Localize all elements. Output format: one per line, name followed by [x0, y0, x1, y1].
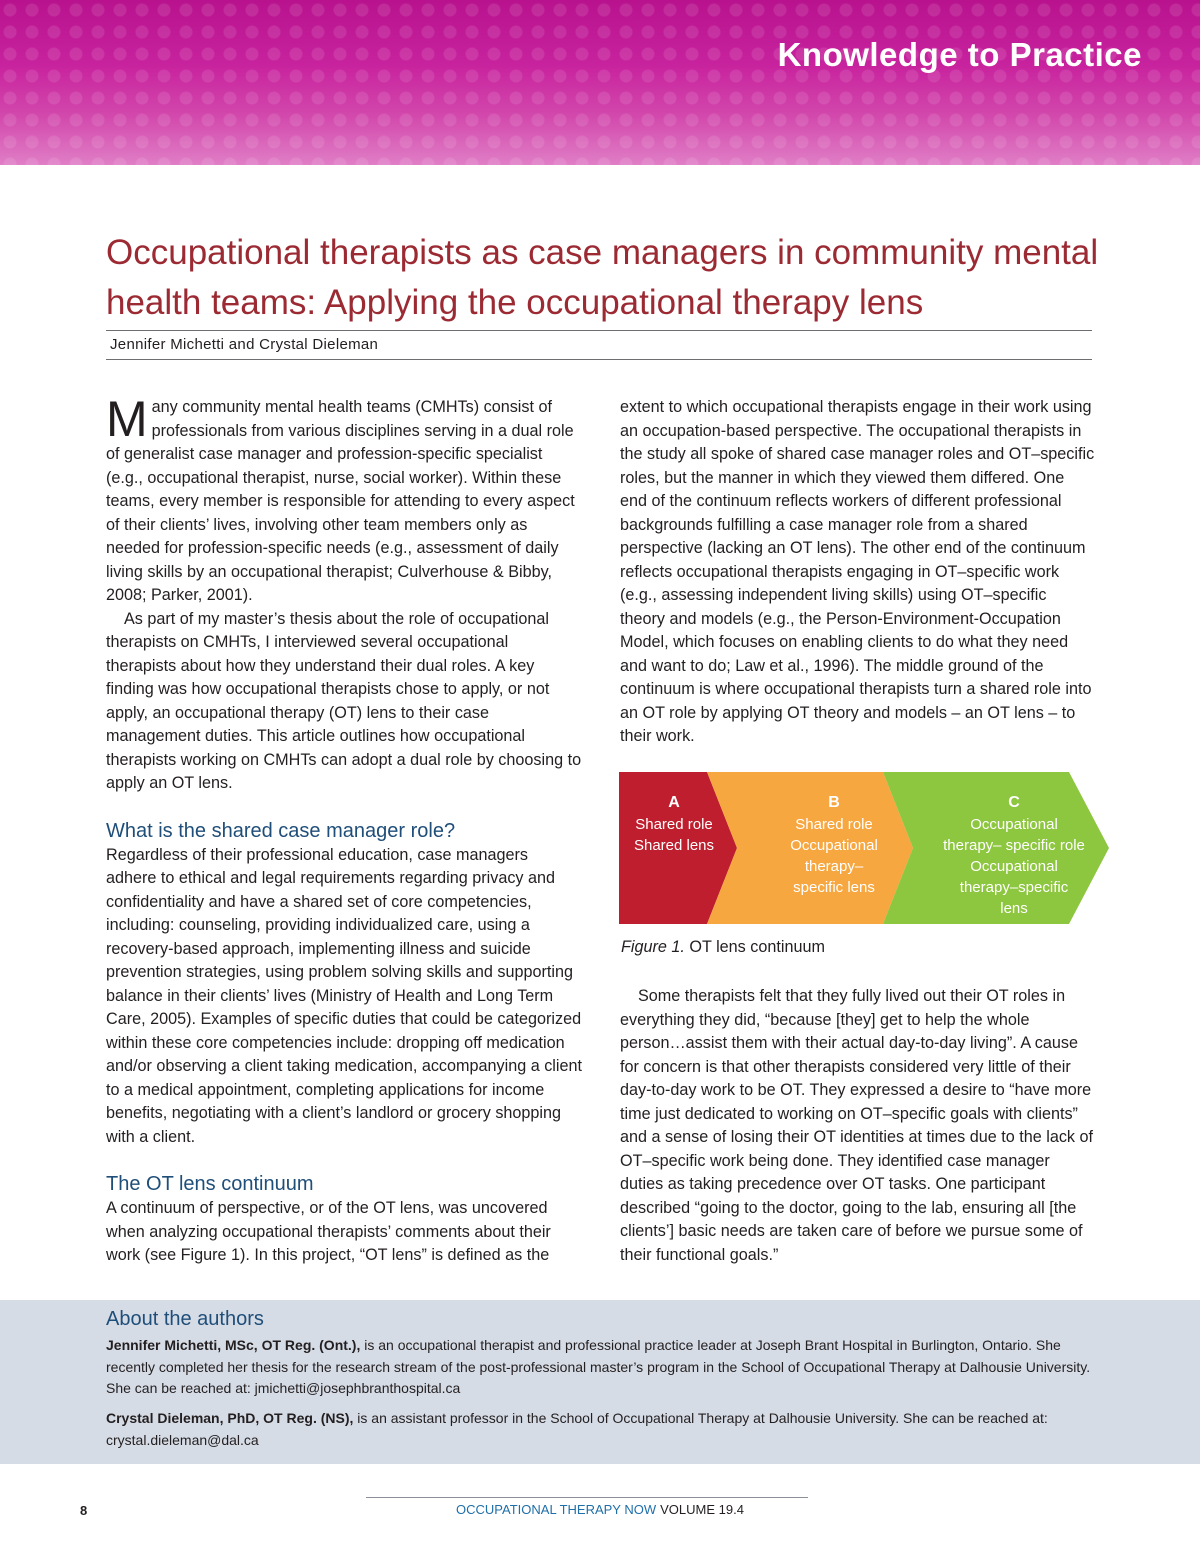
- thesis-paragraph: As part of my master’s thesis about the role of occupational therapists on CMHTs, I interviewed several occupational therapists about how they understand their dual roles. A key finding was how occupational therapists chose to apply, or not apply, an occupational therapy (OT) lens to their case management duties. This article outlines how occupational therapists working on CMHTs can adopt a dual role by choosing to apply an OT lens.: [106, 609, 582, 792]
- segment-b-line2: Occupational: [790, 837, 878, 854]
- author2-bio: [106, 1408, 1096, 1451]
- segment-b-line1: Shared role: [795, 816, 873, 833]
- section-title: Knowledge to Practice: [777, 36, 1142, 73]
- segment-a-line2: Shared lens: [633, 837, 715, 854]
- title-rule-bottom: [106, 359, 1092, 360]
- segment-b-line3: therapy–: [804, 858, 864, 875]
- segment-b-letter: B: [828, 794, 840, 811]
- article-authors: Jennifer Michetti and Crystal Dieleman: [110, 336, 379, 353]
- about-authors-box: [0, 1300, 1200, 1464]
- figure-caption-text: OT lens continuum: [689, 938, 825, 956]
- continuum-paragraph: A continuum of perspective, or of the OT lens, was uncovered when analyzing occupational therapists’ comments about their work (see Figure 1). In this project, “OT lens” is defined as the: [106, 1199, 551, 1264]
- segment-c-line1: Occupational: [970, 816, 1058, 833]
- journal-volume: VOLUME 19.4: [660, 1502, 744, 1517]
- title-rule-top: [106, 330, 1092, 331]
- segment-c-line3: Occupational: [970, 858, 1058, 875]
- about-heading: About the authors: [106, 1308, 264, 1330]
- footer-rule: [366, 1497, 808, 1498]
- heading-shared-role: What is the shared case manager role?: [106, 819, 456, 842]
- author1-name: Jennifer Michetti, MSc, OT Reg. (Ont.),: [106, 1337, 361, 1353]
- right-column-top: [620, 396, 1095, 749]
- right-column-bottom: [620, 985, 1095, 1267]
- heading-continuum: The OT lens continuum: [106, 1173, 314, 1195]
- segment-c-line5: lens: [1000, 900, 1028, 917]
- figure-caption: [621, 938, 825, 957]
- left-column: [106, 391, 583, 1268]
- author1-text: is an occupational therapist and professional practice leader at Joseph Brant Hospital in Burlington, Ontario. She recently completed her thesis for the research stream of the post-professional master’s program in the School of Occupational Therapy at Dalhousie University. She can be reached at: jmichetti@josephbranthospital.ca: [106, 1337, 1091, 1396]
- footer-journal: [0, 1502, 1200, 1517]
- header-banner: [0, 0, 1200, 165]
- segment-c-letter: C: [1008, 794, 1020, 811]
- article-title: Occupational therapists as case managers in community mental health teams: Applying the occupational therapy lens: [106, 233, 1099, 322]
- figure-caption-label: Figure 1.: [621, 938, 685, 956]
- therapists-paragraph: Some therapists felt that they fully lived out their OT roles in everything they did, “because [they] get to help the whole person…assist them with their actual day-to-day living”. A cause for concern is that other therapists considered very little of their day-to-day work to be OT. They expressed a desire to “have more time just dedicated to working on OT–specific goals with clients” and a sense of losing their OT identities at times due to the lack of OT–specific work being done. They identified case manager duties as taking precedence over OT tasks. One participant described “going to the doctor, going to the lab, ensuring all [the clients’] basic needs are taken care of before we pursue some of their functional goals.”: [620, 987, 1094, 1264]
- page-number: 8: [80, 1503, 88, 1518]
- segment-c-line2: therapy– specific role: [943, 837, 1085, 854]
- segment-a-letter: A: [668, 794, 680, 811]
- author2-name: Crystal Dieleman, PhD, OT Reg. (NS),: [106, 1410, 354, 1426]
- shared-role-paragraph: Regardless of their professional education, case managers adhere to ethical and legal requirements regarding privacy and confidentiality and have a shared set of core competencies, including: counseling, providing individualized care, using a recovery-based approach, implementing illness and suicide prevention strategies, using problem solving skills and supporting balance in their clients’ lives (Ministry of Health and Long Term Care, 2005). Examples of specific duties that could be categorized within these core competencies include: dropping off medication and/or observing a client taking medication, accompanying a client to a medical appointment, completing applications for income benefits, negotiating with a client’s landlord or grocery shopping with a client.: [106, 845, 583, 1146]
- segment-a-line1: Shared role: [635, 816, 713, 833]
- intro-text: any community mental health teams (CMHTs) consist of professionals from various disciplines serving in a dual role of generalist case manager and profession-specific specialist (e.g., occupational therapist, nurse, social worker). Within these teams, every member is responsible for attending to every aspect of their clients’ lives, involving other team members only as needed for profession-specific needs (e.g., assessment of daily living skills by an occupational therapist; Culverhouse & Bibby, 2008; Parker, 2001).: [106, 398, 575, 604]
- drop-cap: M: [106, 391, 148, 447]
- intro-paragraph: [106, 391, 582, 608]
- definition-paragraph: extent to which occupational therapists engage in their work using an occupation-based perspective. The occupational therapists in the study all spoke of shared case manager roles and OT–specific roles, but the manner in which they viewed them differed. One end of the continuum reflects workers of different professional backgrounds fulfilling a case manager role from a shared perspective (lacking an OT lens). The other end of the continuum reflects occupational therapists engaging in OT–specific work (e.g., assessing independent living skills) using OT–specific theory and models (e.g., the Person-Environment-Occupation Model, which focuses on enabling clients to do what they need and want to do; Law et al., 1996). The middle ground of the continuum is where occupational therapists turn a shared role into an OT role by applying OT theory and models – an OT lens – to their work.: [620, 398, 1095, 745]
- journal-name: OCCUPATIONAL THERAPY NOW: [456, 1502, 657, 1517]
- ot-lens-continuum-figure: [619, 772, 1109, 924]
- segment-b-line4: specific lens: [793, 879, 875, 896]
- author1-bio: [106, 1335, 1096, 1400]
- segment-c-line4: therapy–specific: [959, 879, 1069, 896]
- author2-text: is an assistant professor in the School of Occupational Therapy at Dalhousie University. She can be reached at: crystal.dieleman@dal.ca: [106, 1410, 1048, 1448]
